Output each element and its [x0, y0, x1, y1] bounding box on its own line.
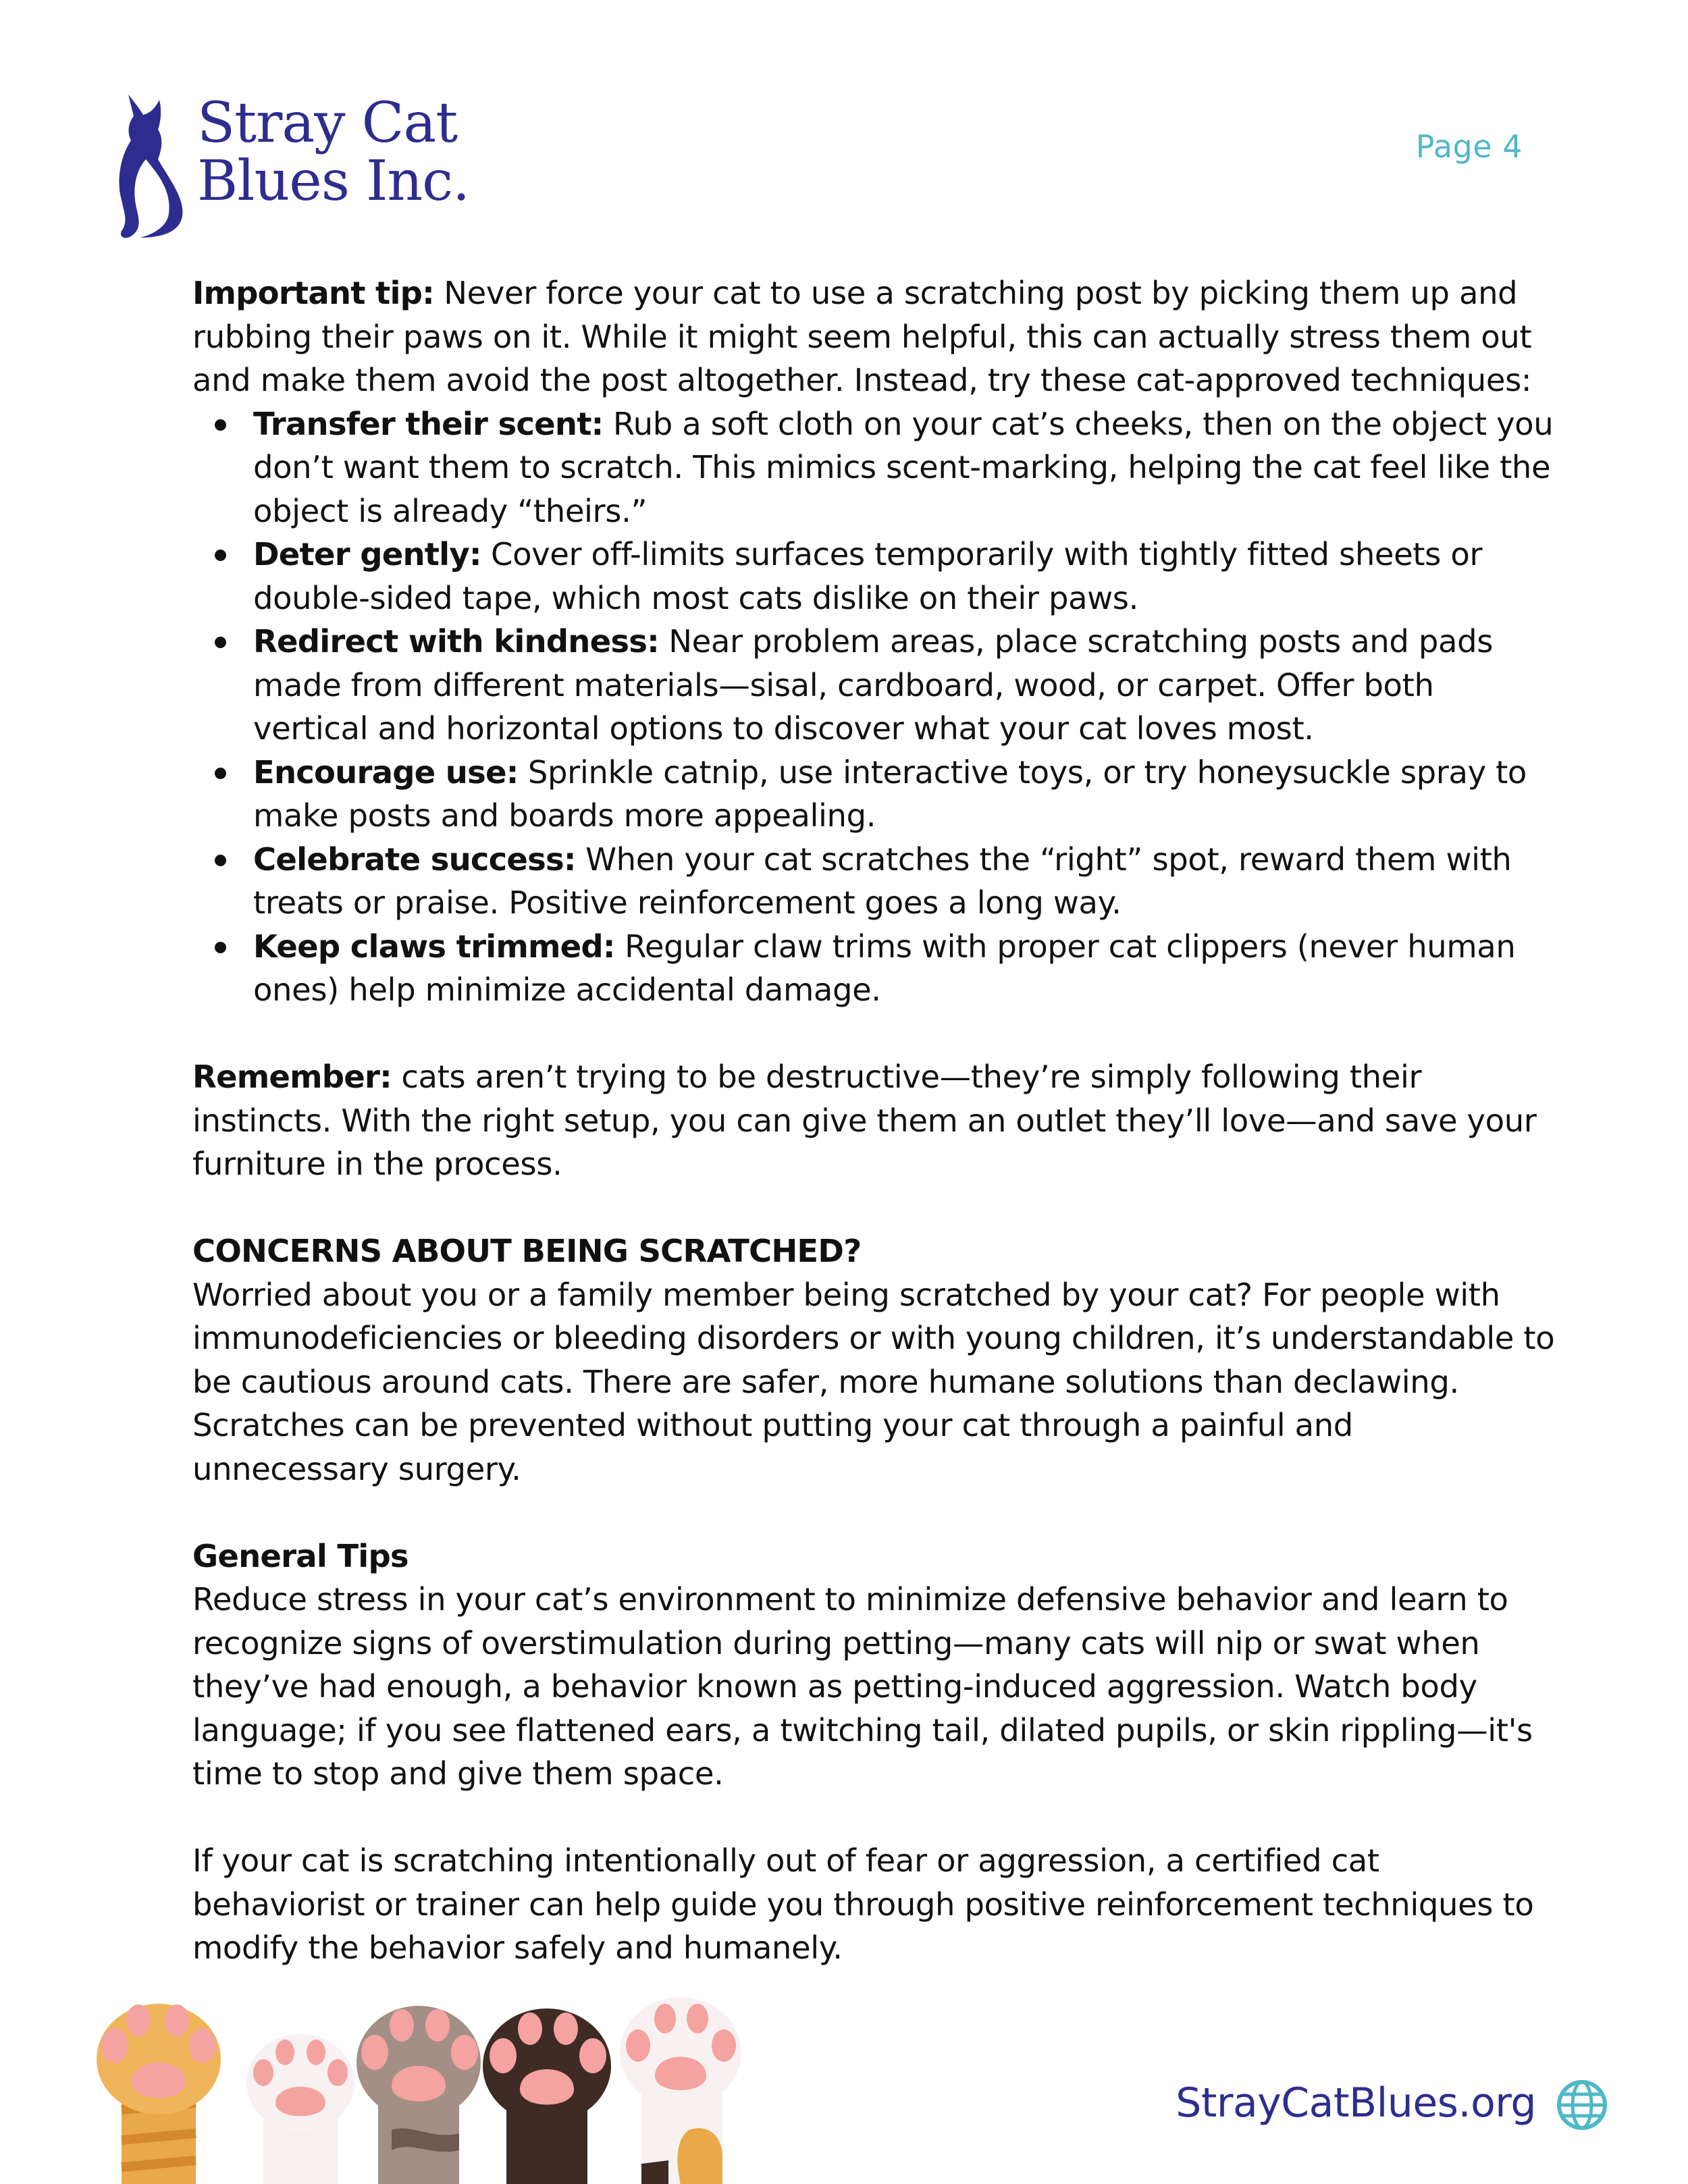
tips-list [192, 402, 1556, 1012]
general-tips-paragraph: Reduce stress in your cat’s environment to minimize defensive behavior and learn to recognize signs of overstimulation during petting—many cats will nip or swat when they’ve had enough, a behavior known as petting-induced aggression. Watch body language; if you see flattened ears, a twitching tail, dilated pupils, or skin rippling—it's time to stop and give them space. [192, 1581, 1533, 1792]
article-body [192, 271, 1556, 1970]
spacer [192, 1796, 1556, 1840]
tip-text: Cover off-limits surfaces temporarily with tightly fitted sheets or double-sided tape, which most cats dislike on their paws. [253, 536, 1483, 616]
white-paw [246, 2034, 354, 2184]
orange-paw [97, 2004, 221, 2184]
concerns-paragraph: Worried about you or a family member being scratched by your cat? For people with immunodeficiencies or bleeding disorders or with young children, it’s understandable to be cautious around cats. There are safer, more humane solutions than declawing. Scratches can be prevented without putting your cat through a painful and unnecessary surgery. [192, 1276, 1555, 1487]
tip-label: Celebrate success: [253, 841, 576, 878]
list-item [253, 925, 1556, 1012]
page-number: Page 4 [1415, 128, 1523, 165]
logo-text [197, 91, 470, 213]
tip-label: Deter gently: [253, 536, 481, 572]
spacer [192, 1491, 1556, 1535]
tip-label: Redirect with kindness: [253, 623, 659, 660]
tip-text: Near problem areas, place scratching posts and pads made from different materials—sisal, cardboard, wood, or carpet. Offer both vertical and horizontal options to discover what your cat loves most. [253, 623, 1494, 747]
logo-line-2: Blues Inc. [197, 149, 470, 213]
intro-paragraph [192, 271, 1556, 402]
cat-paws-illustration [95, 1995, 878, 2184]
list-item [253, 751, 1556, 838]
closing-paragraph: If your cat is scratching intentionally out of fear or aggression, a certified cat behaviorist or trainer can help guide you through positive reinforcement techniques to modify the behavior safely and humanely. [192, 1842, 1534, 1966]
grey-paw [357, 2006, 481, 2184]
calico-paw [620, 1997, 741, 2184]
list-item [253, 533, 1556, 620]
tip-label: Transfer their scent: [253, 405, 604, 442]
logo-line-1: Stray Cat [197, 91, 458, 155]
black-paw [483, 2008, 611, 2184]
spacer [192, 1012, 1556, 1056]
general-tips-heading: General Tips [192, 1537, 408, 1574]
list-item [253, 402, 1556, 533]
tip-text: Regular claw trims with proper cat clippers (never human ones) help minimize accidental damage. [253, 928, 1516, 1008]
spacer [192, 1186, 1556, 1230]
list-item [253, 838, 1556, 925]
intro-label: Important tip: [192, 275, 434, 311]
remember-paragraph [192, 1055, 1556, 1186]
website-link[interactable]: StrayCatBlues.org [1176, 2079, 1536, 2127]
intro-text: Never force your cat to use a scratching post by picking them up and rubbing their paws on it. While it might seem helpful, this can actually stress them out and make them avoid the post altogether. Instead, try these cat-approved techniques: [192, 275, 1532, 398]
tip-text: Rub a soft cloth on your cat’s cheeks, then on the object you don’t want them to scratch. This mimics scent-marking, helping the cat feel like the object is already “theirs.” [253, 405, 1554, 529]
remember-text: cats aren’t trying to be destructive—they’re simply following their instincts. With the right setup, you can give them an outlet they’ll love—and save your furniture in the process. [192, 1059, 1537, 1182]
tip-label: Keep claws trimmed: [253, 928, 615, 965]
globe-icon [1556, 2079, 1608, 2131]
remember-label: Remember: [192, 1059, 392, 1095]
tip-label: Encourage use: [253, 753, 519, 791]
tip-text: Sprinkle catnip, use interactive toys, or try honeysuckle spray to make posts and boards more appealing. [253, 753, 1527, 834]
list-item [253, 620, 1556, 751]
concerns-heading: CONCERNS ABOUT BEING SCRATCHED? [192, 1233, 862, 1269]
tip-text: When your cat scratches the “right” spot, reward them with treats or praise. Positive reinforcement goes a long way. [253, 841, 1512, 921]
